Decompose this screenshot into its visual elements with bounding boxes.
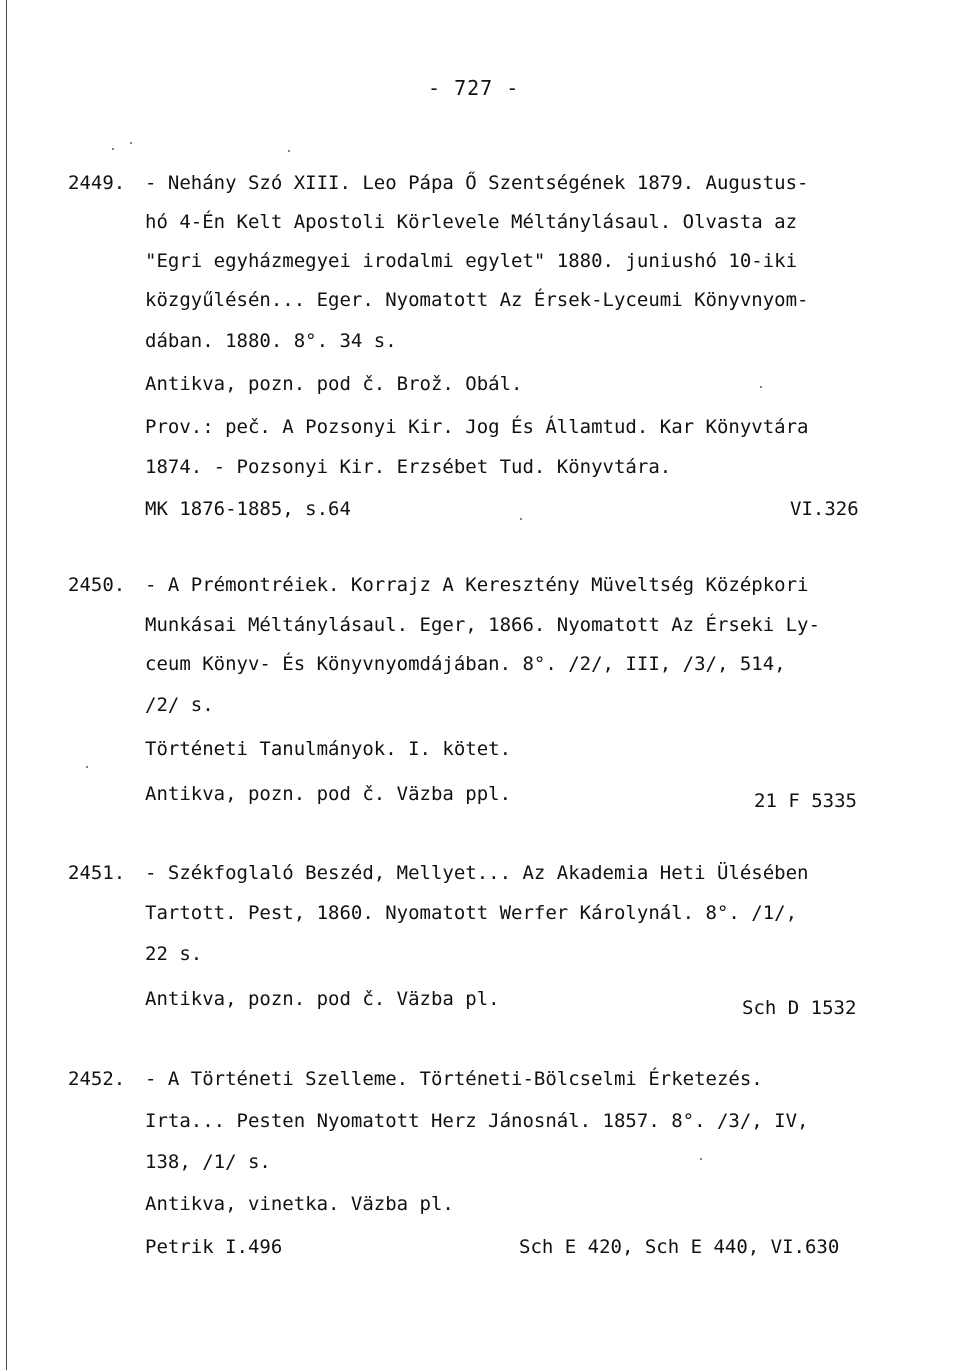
- entry-line: Antikva, pozn. pod č. Väzba pl.: [145, 988, 500, 1010]
- entry-number: 2452.: [68, 1068, 126, 1090]
- entry-line: közgyűlésén... Eger. Nyomatott Az Érsek-Lyceumi Könyvnyom-: [145, 289, 809, 311]
- shelfmark: 21 F 5335: [754, 790, 857, 812]
- entry-line: Prov.: peč. A Pozsonyi Kir. Jog És Államtud. Kar Könyvtára: [145, 416, 809, 438]
- entry-line: - A Történeti Szelleme. Történeti-Bölcselmi Érketezés.: [145, 1068, 763, 1090]
- entry-line: /2/ s.: [145, 694, 214, 716]
- scan-speck: [520, 518, 522, 520]
- scan-speck: [760, 386, 762, 388]
- entry-number: 2449.: [68, 172, 126, 194]
- scan-speck: [112, 148, 114, 150]
- entry-line: Munkásai Méltánylásaul. Eger, 1866. Nyomatott Az Érseki Ly-: [145, 614, 820, 636]
- entry-line: Történeti Tanulmányok. I. kötet.: [145, 738, 512, 760]
- shelfmark: VI.326: [790, 498, 859, 520]
- entry-line: Antikva, pozn. pod č. Väzba ppl.: [145, 783, 512, 805]
- entry-line: ceum Könyv- És Könyvnyomdájában. 8°. /2/, III, /3/, 514,: [145, 653, 786, 675]
- page-edge-line: [6, 0, 7, 1370]
- scan-speck: [86, 766, 88, 768]
- shelfmark: Sch E 420, Sch E 440, VI.630: [519, 1236, 840, 1258]
- entry-line: 22 s.: [145, 943, 203, 965]
- entry-line: hó 4-Én Kelt Apostoli Körlevele Méltánylásaul. Olvasta az: [145, 211, 798, 233]
- entry-number: 2451.: [68, 862, 126, 884]
- scan-speck: [700, 1158, 702, 1160]
- entry-line: MK 1876-1885, s.64: [145, 498, 351, 520]
- page-number: - 727 -: [428, 76, 520, 100]
- entry-line: dában. 1880. 8°. 34 s.: [145, 330, 397, 352]
- entry-line: 138, /1/ s.: [145, 1151, 271, 1173]
- entry-line: 1874. - Pozsonyi Kir. Erzsébet Tud. Könyvtára.: [145, 456, 672, 478]
- entry-line: "Egri egyházmegyei irodalmi egylet" 1880. juniushó 10-iki: [145, 250, 798, 272]
- entry-line: Antikva, pozn. pod č. Brož. Obál.: [145, 373, 523, 395]
- entry-line: - A Prémontréiek. Korrajz A Keresztény Müveltség Középkori: [145, 574, 809, 596]
- scan-speck: [288, 150, 290, 152]
- entry-line: Antikva, vinetka. Väzba pl.: [145, 1193, 454, 1215]
- entry-line: Tartott. Pest, 1860. Nyomatott Werfer Károlynál. 8°. /1/,: [145, 902, 798, 924]
- entry-line: Irta... Pesten Nyomatott Herz Jánosnál. 1857. 8°. /3/, IV,: [145, 1110, 809, 1132]
- shelfmark: Sch D 1532: [742, 997, 857, 1019]
- entry-number: 2450.: [68, 574, 126, 596]
- scan-speck: [130, 142, 132, 144]
- entry-line: - Székfoglaló Beszéd, Mellyet... Az Akademia Heti Ülésében: [145, 862, 809, 884]
- entry-line: Petrik I.496: [145, 1236, 283, 1258]
- entry-line: - Nehány Szó XIII. Leo Pápa Ő Szentségének 1879. Augustus-: [145, 172, 809, 194]
